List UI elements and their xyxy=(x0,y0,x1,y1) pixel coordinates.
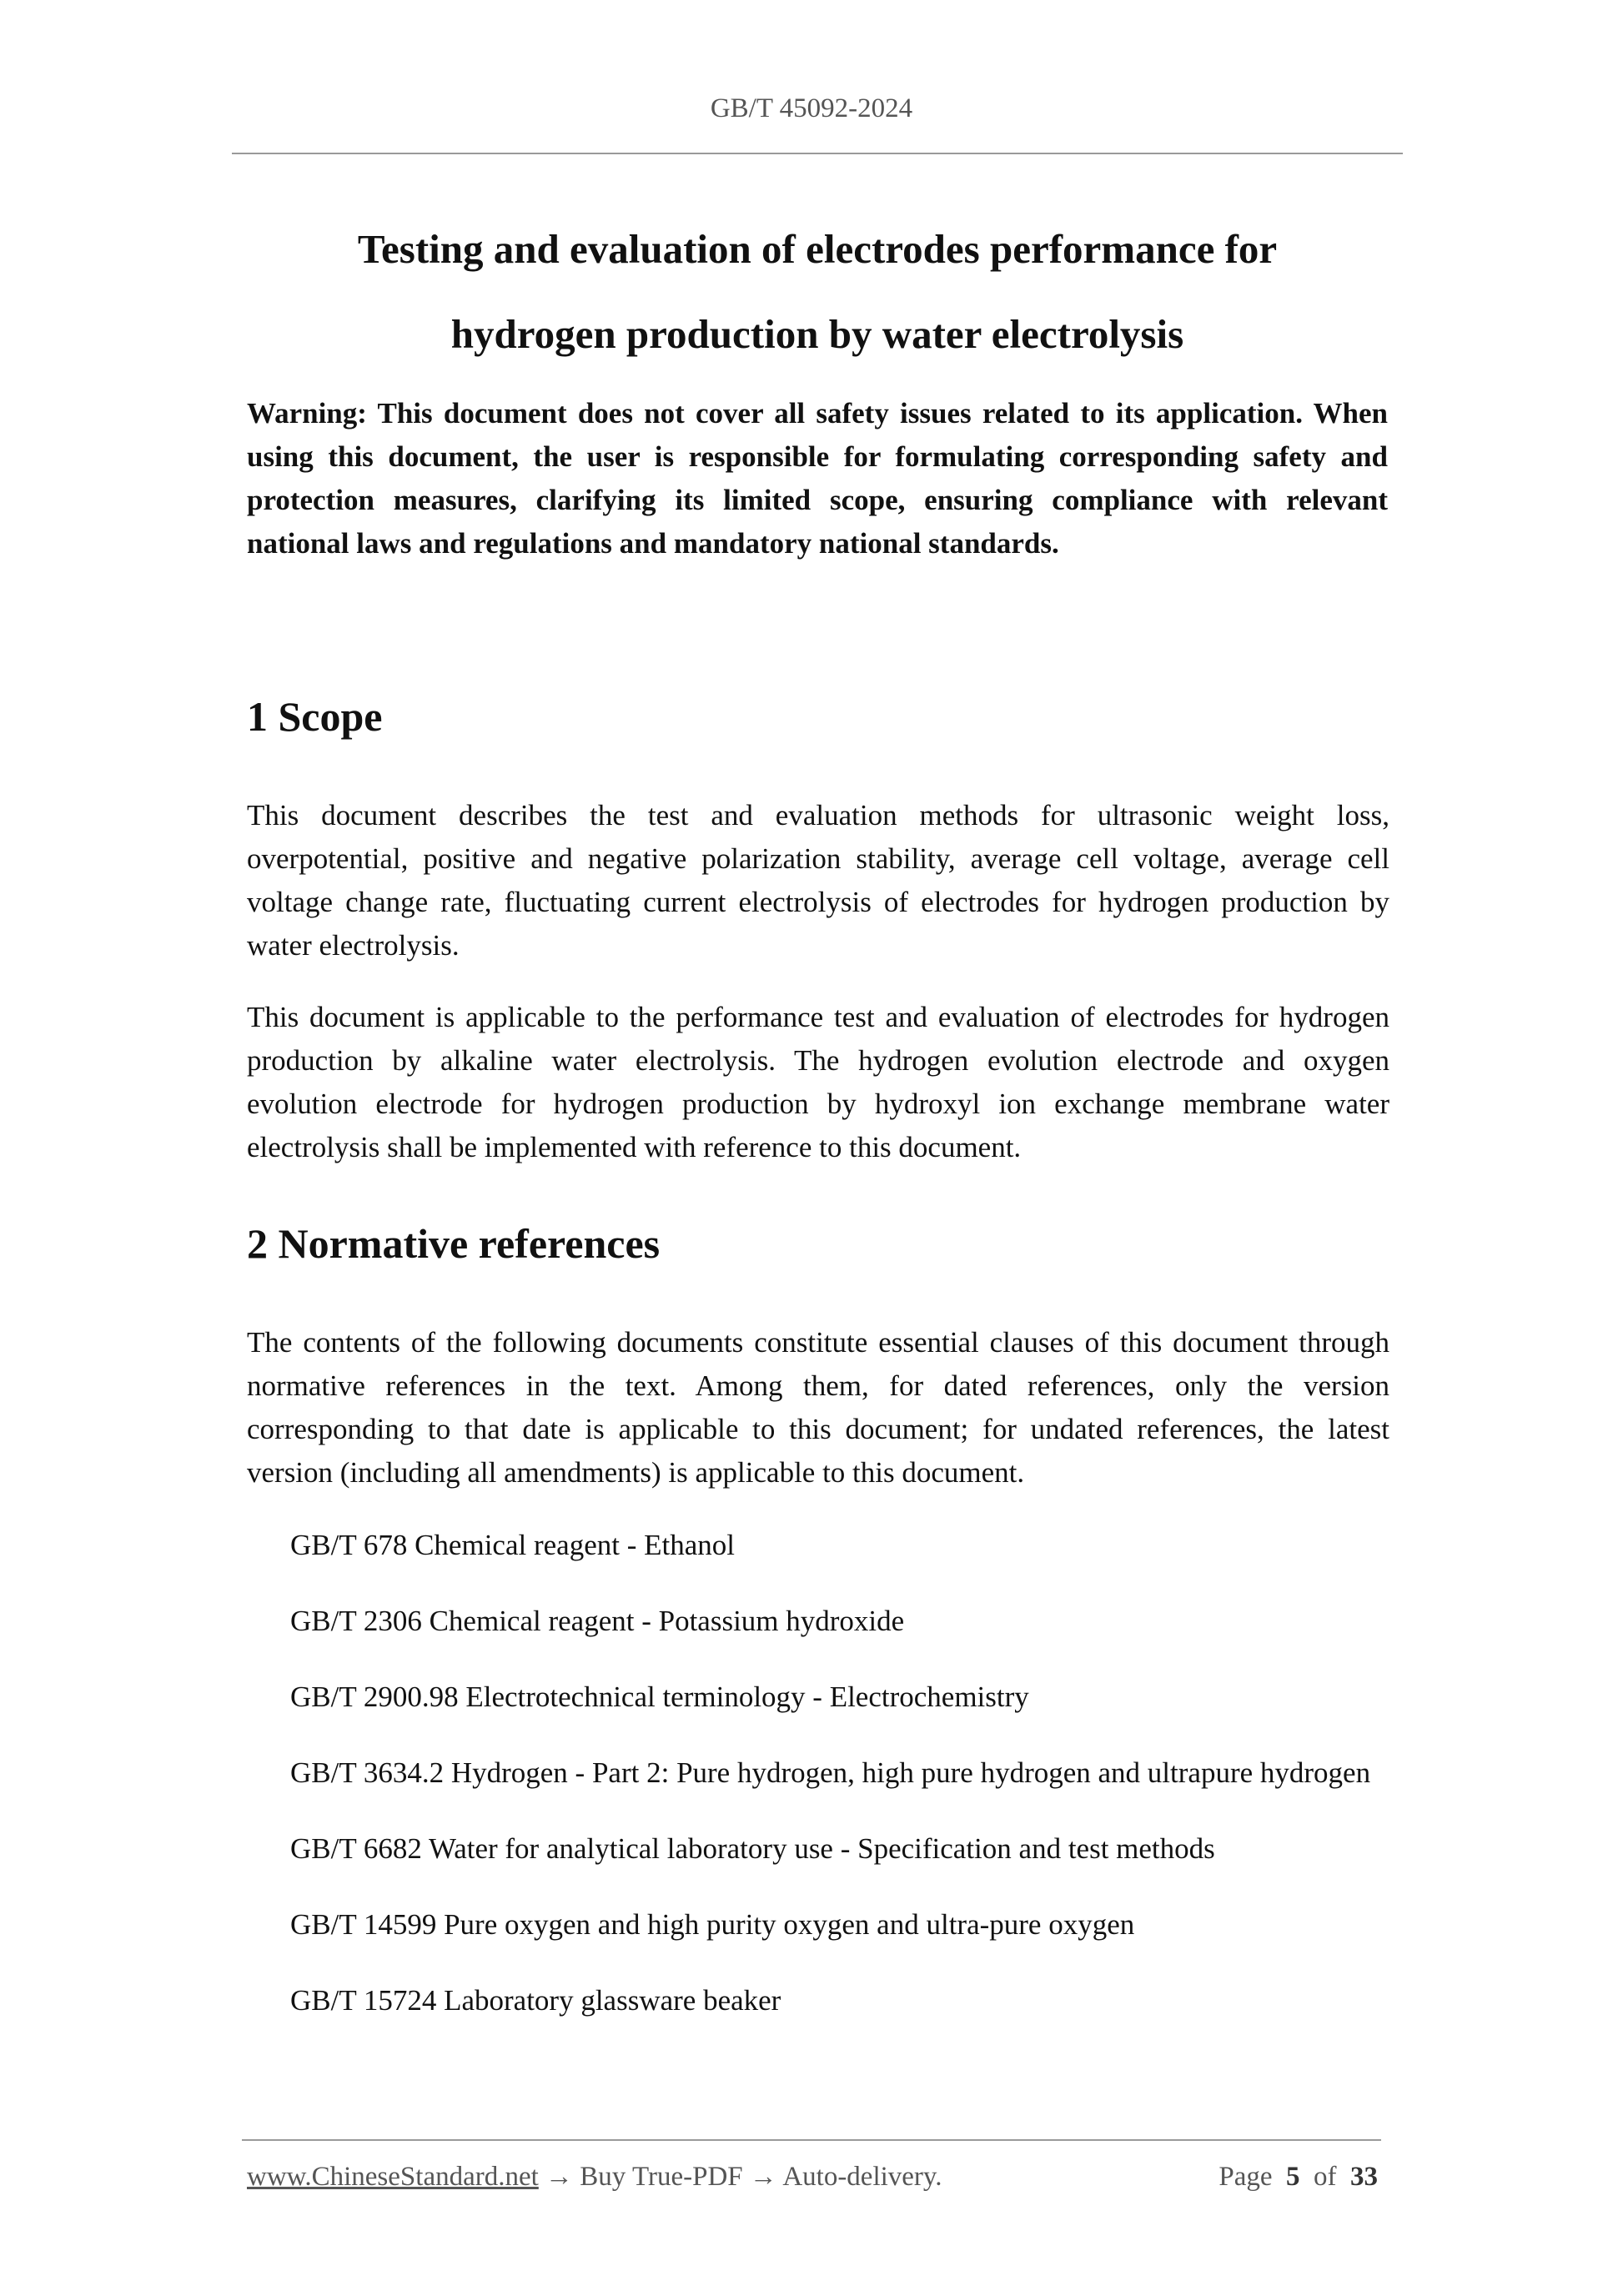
document-title-line-1: Testing and evaluation of electrodes performance for xyxy=(357,226,1278,272)
reference-item: GB/T 678 Chemical reagent - Ethanol xyxy=(290,1529,735,1561)
arrow-right-icon: → xyxy=(749,2162,777,2192)
page-indicator xyxy=(1219,2162,1378,2193)
auto-delivery-text: Auto-delivery. xyxy=(782,2162,942,2192)
header-divider xyxy=(232,153,1403,154)
page-label: Page xyxy=(1219,2162,1273,2192)
reference-item: GB/T 6682 Water for analytical laboratory use - Specification and test methods xyxy=(290,1832,1215,1865)
reference-item: GB/T 14599 Pure oxygen and high purity oxygen and ultra-pure oxygen xyxy=(290,1908,1135,1941)
scope-paragraph-2: This document is applicable to the performance test and evaluation of electrodes for hydrogen production by alkaline water electrolysis. The hydrogen evolution electrode and oxygen evolution electrode for hydrogen production by hydroxyl ion exchange membrane water electrolysis shall be implemented with reference to this document. xyxy=(247,1001,1389,1163)
document-title xyxy=(232,207,1403,377)
total-pages: 33 xyxy=(1350,2162,1378,2192)
reference-item: GB/T 15724 Laboratory glassware beaker xyxy=(290,1984,781,2017)
normative-intro-paragraph: The contents of the following documents constitute essential clauses of this document through normative references in the text. Among them, for dated references, only the version corresponding to that date is applicable to this document; for undated references, the latest version (including all amendments) is applicable to this document. xyxy=(247,1326,1389,1489)
of-label: of xyxy=(1314,2162,1337,2192)
buy-true-pdf-text: Buy True-PDF xyxy=(580,2162,743,2192)
website-link[interactable]: www.ChineseStandard.net xyxy=(247,2162,539,2192)
section-heading-scope: 1 Scope xyxy=(247,693,383,740)
footer-promo xyxy=(247,2162,942,2193)
reference-item: GB/T 3634.2 Hydrogen - Part 2: Pure hydrogen, high pure hydrogen and ultrapure hydrogen xyxy=(290,1756,1371,1789)
current-page-number: 5 xyxy=(1286,2162,1300,2192)
safety-warning: Warning: This document does not cover all safety issues related to its application. When using this document, the user is responsible for formulating corresponding safety and protection measures, clarifying its limited scope, ensuring compliance with relevant national laws and regulations and mandatory national standards. xyxy=(247,397,1388,560)
running-header: GB/T 45092-2024 xyxy=(710,93,913,123)
arrow-right-icon: → xyxy=(545,2162,574,2192)
reference-item: GB/T 2306 Chemical reagent - Potassium hydroxide xyxy=(290,1605,905,1637)
scope-paragraph-1: This document describes the test and evaluation methods for ultrasonic weight loss, overpotential, positive and negative polarization stability, average cell voltage, average cell voltage change rate, fluctuating current electrolysis of electrodes for hydrogen production by water electrolysis. xyxy=(247,799,1389,962)
normative-reference-list xyxy=(290,1524,1389,2055)
reference-item: GB/T 2900.98 Electrotechnical terminology - Electrochemistry xyxy=(290,1681,1029,1713)
document-title-line-2: hydrogen production by water electrolysis xyxy=(450,311,1184,357)
section-heading-normative-references: 2 Normative references xyxy=(247,1220,661,1267)
footer-divider xyxy=(242,2139,1381,2141)
